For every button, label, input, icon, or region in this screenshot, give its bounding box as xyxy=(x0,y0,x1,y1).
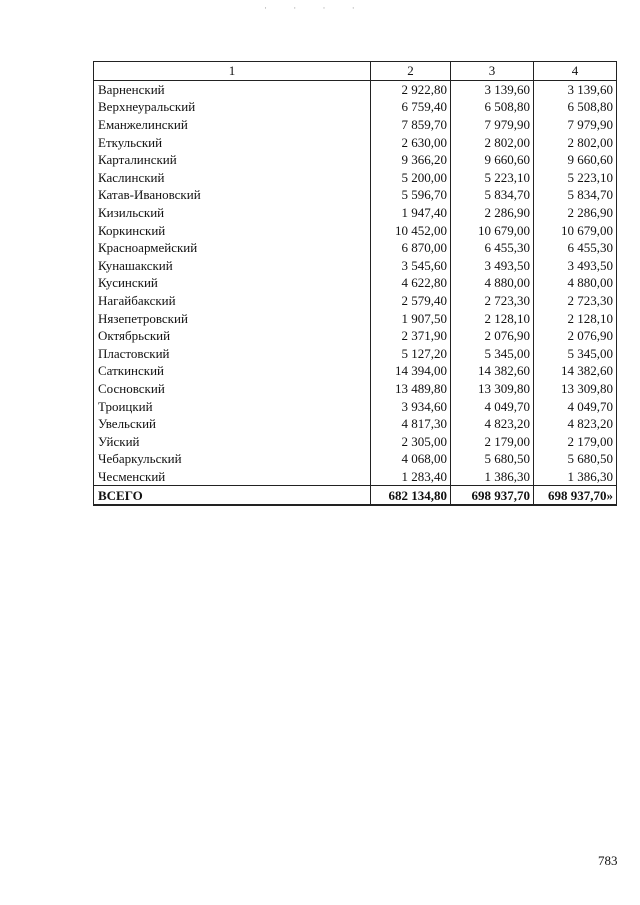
value-cell-3: 2 179,00 xyxy=(451,432,534,450)
value-cell-2: 10 452,00 xyxy=(371,221,451,239)
value-cell-4: 6 455,30 xyxy=(534,239,617,257)
value-cell-2: 6 759,40 xyxy=(371,98,451,116)
value-cell-2: 3 934,60 xyxy=(371,397,451,415)
value-cell-4: 4 823,20 xyxy=(534,415,617,433)
value-cell-3: 2 802,00 xyxy=(451,133,534,151)
value-cell-3: 5 223,10 xyxy=(451,169,534,187)
district-name-cell: Пластовский xyxy=(94,345,371,363)
column-header-4: 4 xyxy=(534,62,617,81)
value-cell-4: 13 309,80 xyxy=(534,380,617,398)
table-row xyxy=(94,415,617,433)
district-name-cell: Красноармейский xyxy=(94,239,371,257)
table-row xyxy=(94,380,617,398)
table-row xyxy=(94,80,617,98)
column-header-2: 2 xyxy=(371,62,451,81)
value-cell-4: 2 286,90 xyxy=(534,204,617,222)
district-name-cell: Коркинский xyxy=(94,221,371,239)
value-cell-3: 9 660,60 xyxy=(451,151,534,169)
value-cell-2: 4 622,80 xyxy=(371,274,451,292)
district-name-cell: Карталинский xyxy=(94,151,371,169)
value-cell-2: 5 596,70 xyxy=(371,186,451,204)
value-cell-4: 14 382,60 xyxy=(534,362,617,380)
value-cell-4: 9 660,60 xyxy=(534,151,617,169)
value-cell-4: 5 345,00 xyxy=(534,345,617,363)
total-value-3: 698 937,70 xyxy=(451,486,534,505)
total-row xyxy=(94,486,617,505)
district-name-cell: Чесменский xyxy=(94,468,371,486)
table-row xyxy=(94,309,617,327)
value-cell-2: 5 127,20 xyxy=(371,345,451,363)
value-cell-4: 10 679,00 xyxy=(534,221,617,239)
value-cell-4: 3 139,60 xyxy=(534,80,617,98)
table-row xyxy=(94,327,617,345)
table-row xyxy=(94,345,617,363)
value-cell-3: 5 345,00 xyxy=(451,345,534,363)
table-row xyxy=(94,362,617,380)
column-header-3: 3 xyxy=(451,62,534,81)
district-name-cell: Троицкий xyxy=(94,397,371,415)
total-value-2: 682 134,80 xyxy=(371,486,451,505)
table-row xyxy=(94,450,617,468)
table-row xyxy=(94,116,617,134)
district-name-cell: Катав-Ивановский xyxy=(94,186,371,204)
value-cell-3: 4 880,00 xyxy=(451,274,534,292)
district-name-cell: Сосновский xyxy=(94,380,371,398)
district-name-cell: Кизильский xyxy=(94,204,371,222)
page-number: 783 xyxy=(598,853,618,868)
district-name-cell: Чебаркульский xyxy=(94,450,371,468)
value-cell-4: 3 493,50 xyxy=(534,257,617,275)
district-name-cell: Еткульский xyxy=(94,133,371,151)
value-cell-2: 1 907,50 xyxy=(371,309,451,327)
value-cell-4: 2 723,30 xyxy=(534,292,617,310)
table-header-row xyxy=(94,62,617,81)
value-cell-3: 5 680,50 xyxy=(451,450,534,468)
value-cell-3: 6 455,30 xyxy=(451,239,534,257)
district-name-cell: Нязепетровский xyxy=(94,309,371,327)
value-cell-3: 5 834,70 xyxy=(451,186,534,204)
value-cell-3: 10 679,00 xyxy=(451,221,534,239)
table-row xyxy=(94,133,617,151)
district-name-cell: Еманжелинский xyxy=(94,116,371,134)
table-body xyxy=(94,80,617,486)
budget-table xyxy=(93,61,617,506)
value-cell-3: 13 309,80 xyxy=(451,380,534,398)
value-cell-2: 4 817,30 xyxy=(371,415,451,433)
value-cell-2: 3 545,60 xyxy=(371,257,451,275)
value-cell-4: 4 880,00 xyxy=(534,274,617,292)
value-cell-4: 7 979,90 xyxy=(534,116,617,134)
value-cell-4: 2 076,90 xyxy=(534,327,617,345)
total-label: ВСЕГО xyxy=(94,486,371,505)
value-cell-4: 4 049,70 xyxy=(534,397,617,415)
total-value-4: 698 937,70» xyxy=(534,486,617,505)
scan-artifact-dots: · · · · xyxy=(264,3,367,13)
value-cell-2: 1 947,40 xyxy=(371,204,451,222)
table-row xyxy=(94,151,617,169)
value-cell-3: 2 286,90 xyxy=(451,204,534,222)
value-cell-4: 2 128,10 xyxy=(534,309,617,327)
table-row xyxy=(94,468,617,486)
district-name-cell: Саткинский xyxy=(94,362,371,380)
value-cell-2: 2 371,90 xyxy=(371,327,451,345)
district-name-cell: Каслинский xyxy=(94,169,371,187)
value-cell-2: 9 366,20 xyxy=(371,151,451,169)
value-cell-2: 6 870,00 xyxy=(371,239,451,257)
value-cell-2: 2 630,00 xyxy=(371,133,451,151)
table-row xyxy=(94,397,617,415)
table-row xyxy=(94,239,617,257)
district-name-cell: Увельский xyxy=(94,415,371,433)
table-row xyxy=(94,221,617,239)
value-cell-3: 3 139,60 xyxy=(451,80,534,98)
value-cell-3: 14 382,60 xyxy=(451,362,534,380)
value-cell-4: 2 802,00 xyxy=(534,133,617,151)
value-cell-3: 2 128,10 xyxy=(451,309,534,327)
value-cell-3: 4 823,20 xyxy=(451,415,534,433)
district-name-cell: Верхнеуральский xyxy=(94,98,371,116)
value-cell-2: 1 283,40 xyxy=(371,468,451,486)
value-cell-2: 14 394,00 xyxy=(371,362,451,380)
value-cell-4: 5 223,10 xyxy=(534,169,617,187)
value-cell-3: 2 076,90 xyxy=(451,327,534,345)
value-cell-3: 3 493,50 xyxy=(451,257,534,275)
value-cell-2: 2 922,80 xyxy=(371,80,451,98)
value-cell-4: 2 179,00 xyxy=(534,432,617,450)
district-name-cell: Октябрьский xyxy=(94,327,371,345)
district-name-cell: Варненский xyxy=(94,80,371,98)
table-row xyxy=(94,98,617,116)
value-cell-4: 1 386,30 xyxy=(534,468,617,486)
value-cell-2: 7 859,70 xyxy=(371,116,451,134)
value-cell-2: 2 305,00 xyxy=(371,432,451,450)
table-row xyxy=(94,257,617,275)
value-cell-2: 5 200,00 xyxy=(371,169,451,187)
value-cell-2: 2 579,40 xyxy=(371,292,451,310)
table-row xyxy=(94,292,617,310)
table-row xyxy=(94,169,617,187)
value-cell-3: 2 723,30 xyxy=(451,292,534,310)
value-cell-2: 13 489,80 xyxy=(371,380,451,398)
district-name-cell: Уйский xyxy=(94,432,371,450)
value-cell-4: 6 508,80 xyxy=(534,98,617,116)
budget-table-container xyxy=(93,61,616,506)
table-row xyxy=(94,204,617,222)
district-name-cell: Кусинский xyxy=(94,274,371,292)
column-header-1: 1 xyxy=(94,62,371,81)
value-cell-3: 4 049,70 xyxy=(451,397,534,415)
district-name-cell: Кунашакский xyxy=(94,257,371,275)
table-row xyxy=(94,274,617,292)
value-cell-4: 5 680,50 xyxy=(534,450,617,468)
value-cell-3: 1 386,30 xyxy=(451,468,534,486)
value-cell-3: 7 979,90 xyxy=(451,116,534,134)
value-cell-4: 5 834,70 xyxy=(534,186,617,204)
value-cell-3: 6 508,80 xyxy=(451,98,534,116)
table-row xyxy=(94,432,617,450)
table-row xyxy=(94,186,617,204)
district-name-cell: Нагайбакский xyxy=(94,292,371,310)
value-cell-2: 4 068,00 xyxy=(371,450,451,468)
